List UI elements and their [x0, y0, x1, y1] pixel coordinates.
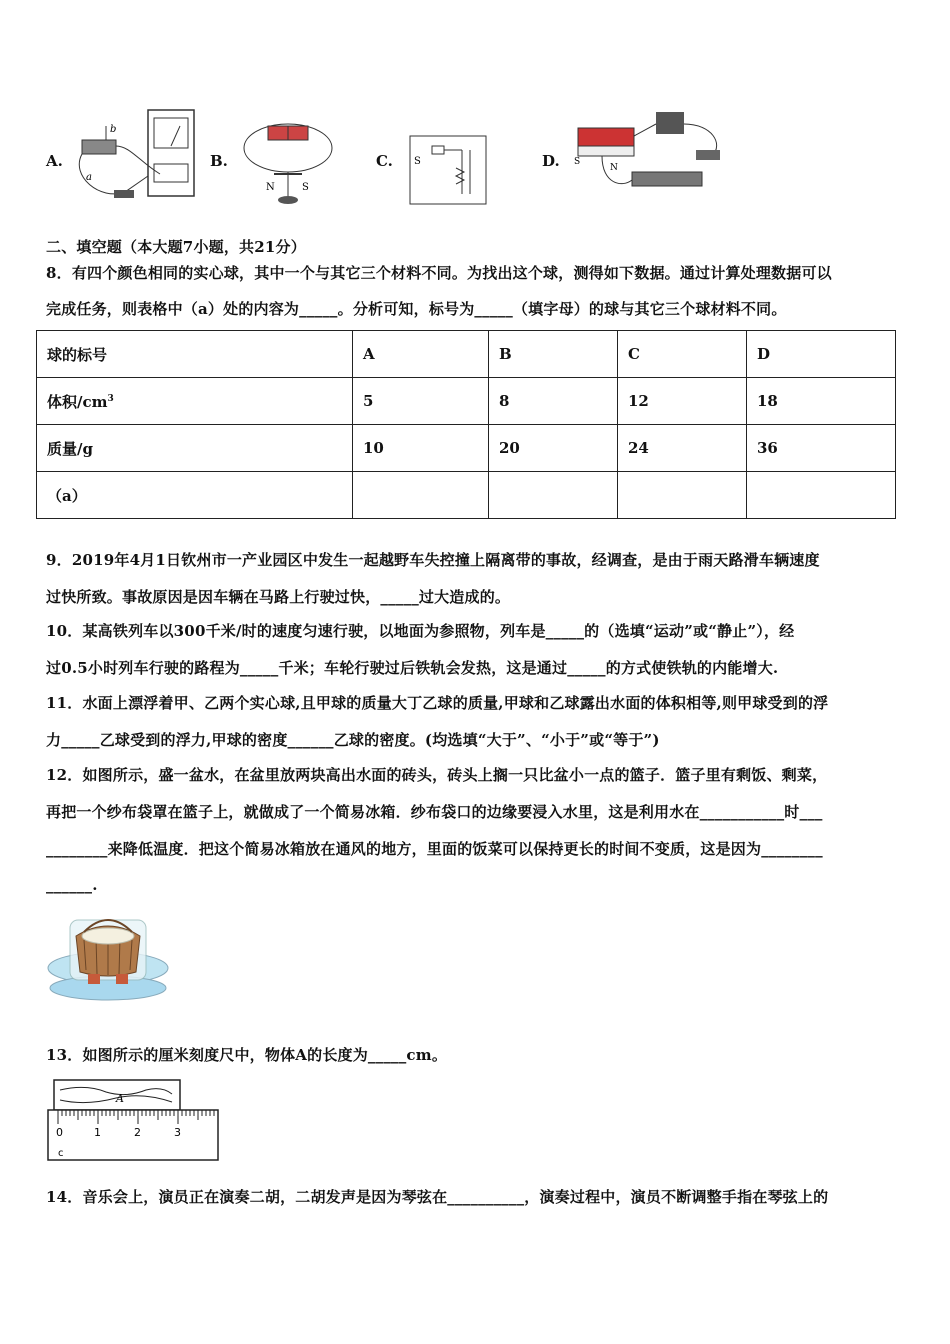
option-c-label: C. — [376, 152, 393, 170]
q10-line2: 过0.5小时列车行驶的路程为_____千米；车轮行驶过后铁轨会发热，这是通过_____的方式使铁轨的内能增大. — [46, 659, 779, 677]
table-row — [37, 425, 896, 472]
table-row — [37, 472, 896, 519]
table-cell: 10 — [353, 425, 489, 472]
table-cell — [618, 472, 747, 519]
q8-line2: 完成任务，则表格中（a）处的内容为_____。分析可知，标号为_____（填字母）的球与其它三个球材料不同。 — [46, 300, 787, 318]
ruler-label-2: 2 — [134, 1126, 141, 1139]
table-cell — [489, 472, 618, 519]
fig-b-label-s: S — [302, 182, 309, 193]
ruler-label-0: 0 — [56, 1126, 63, 1139]
fig-b-label-n: N — [266, 182, 275, 193]
volume-label: 体积/cm — [47, 392, 108, 411]
q9-line2: 过快所致。事故原因是因车辆在马路上行驶过快，_____过大造成的。 — [46, 588, 511, 606]
object-a-label: A — [116, 1092, 124, 1105]
table-cell: 12 — [618, 378, 747, 425]
fig-c-label-s: S — [414, 156, 421, 167]
q9-line1: 9．2019年4月1日钦州市一产业园区中发生一起越野车失控撞上隔离带的事故，经调查，是由于雨天路滑车辆速度 — [46, 551, 820, 569]
q11-line2: 力_____乙球受到的浮力,甲球的密度______乙球的密度。(均选填“大于”、“小于”或“等于”) — [46, 731, 660, 749]
ball-data-table — [36, 330, 896, 519]
table-header-cell: 球的标号 — [37, 331, 353, 378]
table-header-cell: A — [353, 331, 489, 378]
option-c-figure — [406, 128, 490, 208]
ruler-unit-label: c — [58, 1148, 64, 1159]
option-d-figure — [572, 104, 732, 208]
section-heading: 二、填空题（本大题7小题，共21分） — [46, 238, 306, 256]
fig-d-label-s: S — [574, 157, 581, 167]
table-row — [37, 331, 896, 378]
table-row — [37, 378, 896, 425]
table-cell — [747, 472, 896, 519]
ruler-label-1: 1 — [94, 1126, 101, 1139]
fig-a-label-b: b — [110, 124, 117, 135]
table-cell — [353, 472, 489, 519]
q10-line1: 10．某高铁列车以300千米/时的速度匀速行驶，以地面为参照物，列车是_____的（选填“运动”或“静止”），经 — [46, 622, 795, 640]
ruler-figure — [46, 1076, 222, 1166]
ruler-label-3: 3 — [174, 1126, 181, 1139]
table-header-cell: B — [489, 331, 618, 378]
q12-line2: 再把一个纱布袋罩在篮子上，就做成了一个简易冰箱．纱布袋口的边缘要浸入水里，这是利用水在___________时___ — [46, 803, 823, 821]
table-cell: 24 — [618, 425, 747, 472]
q11-line1: 11．水面上漂浮着甲、乙两个实心球,且甲球的质量大丁乙球的质量,甲球和乙球露出水面的体积相等,则甲球受到的浮 — [46, 694, 829, 712]
table-row-label — [37, 378, 353, 425]
q12-line3: ________来降低温度．把这个简易冰箱放在通风的地方，里面的饭菜可以保持更长的时间不变质，这是因为________ — [46, 840, 823, 858]
icebox-figure — [44, 910, 172, 1004]
table-header-cell: D — [747, 331, 896, 378]
table-row-label: 质量/g — [37, 425, 353, 472]
q8-line1: 8．有四个颜色相同的实心球，其中一个与其它三个材料不同。为找出这个球，测得如下数据。通过计算处理数据可以 — [46, 264, 832, 282]
option-d-label: D. — [542, 152, 560, 170]
table-cell: 18 — [747, 378, 896, 425]
table-row-label: （a） — [37, 472, 353, 519]
q14-line1: 14．音乐会上，演员正在演奏二胡，二胡发声是因为琴弦在__________，演奏过程中，演员不断调整手指在琴弦上的 — [46, 1188, 829, 1206]
q12-line1: 12．如图所示，盛一盆水，在盆里放两块高出水面的砖头，砖头上搁一只比盆小一点的篮子．篮子里有剩饭、剩菜， — [46, 766, 828, 784]
option-a-label: A. — [46, 152, 63, 170]
q12-line4: ______. — [46, 876, 98, 894]
q13-line1: 13．如图所示的厘米刻度尺中，物体A的长度为_____cm。 — [46, 1046, 448, 1064]
fig-d-label-n: N — [610, 163, 618, 173]
option-b-label: B. — [210, 152, 228, 170]
table-cell: 5 — [353, 378, 489, 425]
table-cell: 20 — [489, 425, 618, 472]
table-cell: 36 — [747, 425, 896, 472]
fig-a-label-a: a — [86, 172, 92, 183]
option-a-figure — [70, 106, 210, 206]
table-header-cell: C — [618, 331, 747, 378]
ruler — [48, 1110, 218, 1160]
table-cell: 8 — [489, 378, 618, 425]
volume-sup: 3 — [107, 393, 114, 404]
option-b-figure — [240, 116, 336, 208]
